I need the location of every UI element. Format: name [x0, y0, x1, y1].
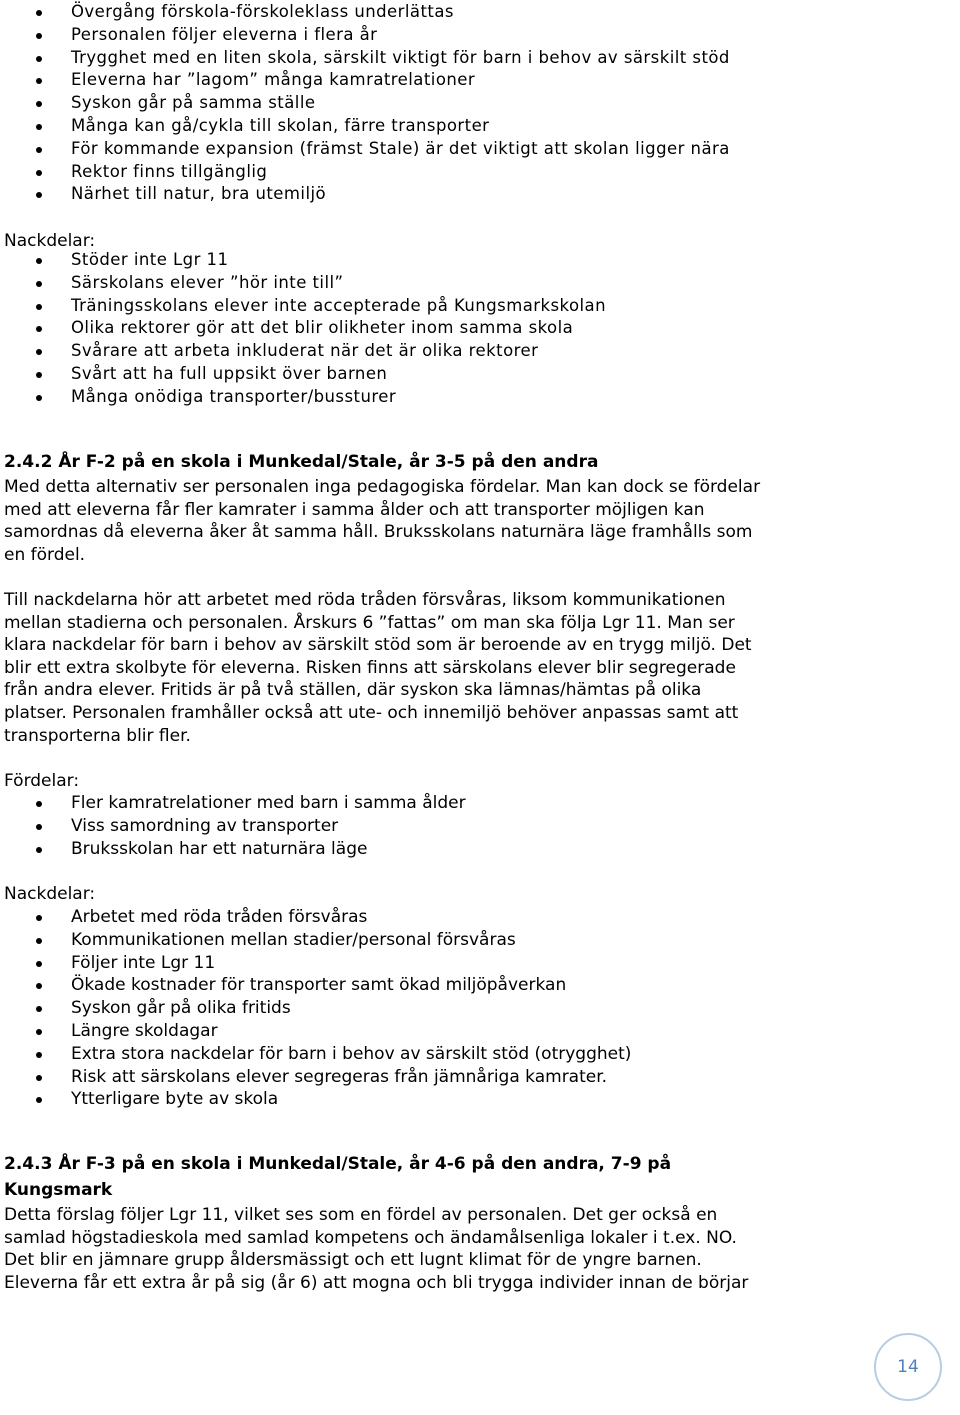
paragraph-line: samlad högstadieskola med samlad kompetens och ändamålsenliga lokaler i t.ex. NO.	[4, 1227, 737, 1248]
list-item: Arbetet med röda tråden försvåras	[4, 906, 904, 929]
list-item: Ytterligare byte av skola	[4, 1088, 904, 1111]
section-heading-2-4-3	[4, 1151, 904, 1203]
list-item: Eleverna har ”lagom” många kamratrelationer	[4, 69, 904, 92]
list-item: Närhet till natur, bra utemiljö	[4, 183, 904, 206]
list-item: Extra stora nackdelar för barn i behov av särskilt stöd (otrygghet)	[4, 1043, 904, 1066]
paragraph-line: klara nackdelar för barn i behov av särskilt stöd som är beroende av en trygg miljö. Det	[4, 635, 752, 656]
paragraph	[4, 589, 904, 747]
list-item: Många onödiga transporter/bussturer	[4, 386, 904, 409]
heading-line: 2.4.3 År F-3 på en skola i Munkedal/Stale, år 4-6 på den andra, 7-9 på	[4, 1154, 672, 1174]
heading-line: Kungsmark	[4, 1180, 113, 1200]
paragraph-line: Till nackdelarna hör att arbetet med röda tråden försvåras, liksom kommunikationen	[4, 590, 726, 610]
list-item: Svårare att arbeta inkluderat när det är olika rektorer	[4, 340, 904, 363]
paragraph-line: samordnas då eleverna åker åt samma håll. Bruksskolans naturnära läge framhålls som	[4, 522, 753, 543]
list-item: Övergång förskola-förskoleklass underlättas	[4, 1, 904, 24]
list-item: Följer inte Lgr 11	[4, 952, 904, 975]
paragraph-line: Eleverna får ett extra år på sig (år 6) att mogna och bli trygga individer innan de börjar	[4, 1272, 749, 1293]
fordelar-label: Fördelar:	[4, 771, 80, 791]
paragraph-line: Detta förslag följer Lgr 11, vilket ses som en fördel av personalen. Det ger också en	[4, 1205, 718, 1225]
nackdelar-label: Nackdelar:	[4, 884, 96, 904]
paragraph-line: från andra elever. Fritids är på två ställen, där syskon ska lämnas/hämtas på olika	[4, 680, 702, 701]
list-item: Bruksskolan har ett naturnära läge	[4, 838, 904, 861]
list-item: Personalen följer eleverna i flera år	[4, 24, 904, 47]
page-number	[874, 1333, 942, 1401]
paragraph-line: blir ett extra skolbyte för eleverna. Risken finns att särskolans elever blir segregerade	[4, 657, 736, 678]
paragraph-line: Med detta alternativ ser personalen inga pedagogiska fördelar. Man kan dock se fördelar	[4, 477, 761, 497]
list-item: Stöder inte Lgr 11	[4, 249, 904, 272]
list-item: Särskolans elever ”hör inte till”	[4, 272, 904, 295]
list-item: Fler kamratrelationer med barn i samma ålder	[4, 792, 904, 815]
paragraph	[4, 1204, 904, 1294]
list-item: Syskon går på olika fritids	[4, 997, 904, 1020]
paragraph-line: med att eleverna får fler kamrater i samma ålder och att transporter möjligen kan	[4, 499, 705, 520]
page-number-text: 14	[897, 1357, 919, 1377]
list-item: Rektor finns tillgänglig	[4, 161, 904, 184]
list-item: Svårt att ha full uppsikt över barnen	[4, 363, 904, 386]
nackdelar-label: Nackdelar:	[4, 231, 96, 251]
paragraph-line: mellan stadierna och personalen. Årskurs 6 ”fattas” om man ska följa Lgr 11. Man ser	[4, 612, 735, 633]
list-item: Trygghet med en liten skola, särskilt viktigt för barn i behov av särskilt stöd	[4, 47, 904, 70]
list-item: Kommunikationen mellan stadier/personal försvåras	[4, 929, 904, 952]
list-item: Viss samordning av transporter	[4, 815, 904, 838]
paragraph-line: Det blir en jämnare grupp åldersmässigt och ett lugnt klimat för de yngre barnen.	[4, 1250, 702, 1271]
paragraph	[4, 476, 904, 566]
list-item: För kommande expansion (främst Stale) är det viktigt att skolan ligger nära	[4, 138, 904, 161]
paragraph-line: platser. Personalen framhåller också att ute- och innemiljö behöver anpassas samt att	[4, 702, 739, 723]
list-item: Träningsskolans elever inte accepterade på Kungsmarkskolan	[4, 295, 904, 318]
list-item: Längre skoldagar	[4, 1020, 904, 1043]
list-item: Syskon går på samma ställe	[4, 92, 904, 115]
advantages-list	[4, 1, 904, 206]
paragraph-line: en fördel.	[4, 544, 86, 565]
list-item: Ökade kostnader för transporter samt ökad miljöpåverkan	[4, 974, 904, 997]
section-heading-2-4-2: 2.4.2 År F-2 på en skola i Munkedal/Stale, år 3-5 på den andra	[4, 452, 599, 472]
disadvantages-list	[4, 249, 904, 409]
fordelar-list	[4, 792, 904, 860]
paragraph-line: transporterna blir fler.	[4, 725, 191, 746]
list-item: Olika rektorer gör att det blir olikheter inom samma skola	[4, 317, 904, 340]
list-item: Risk att särskolans elever segregeras från jämnåriga kamrater.	[4, 1066, 904, 1089]
list-item: Många kan gå/cykla till skolan, färre transporter	[4, 115, 904, 138]
nackdelar-list	[4, 906, 904, 1111]
